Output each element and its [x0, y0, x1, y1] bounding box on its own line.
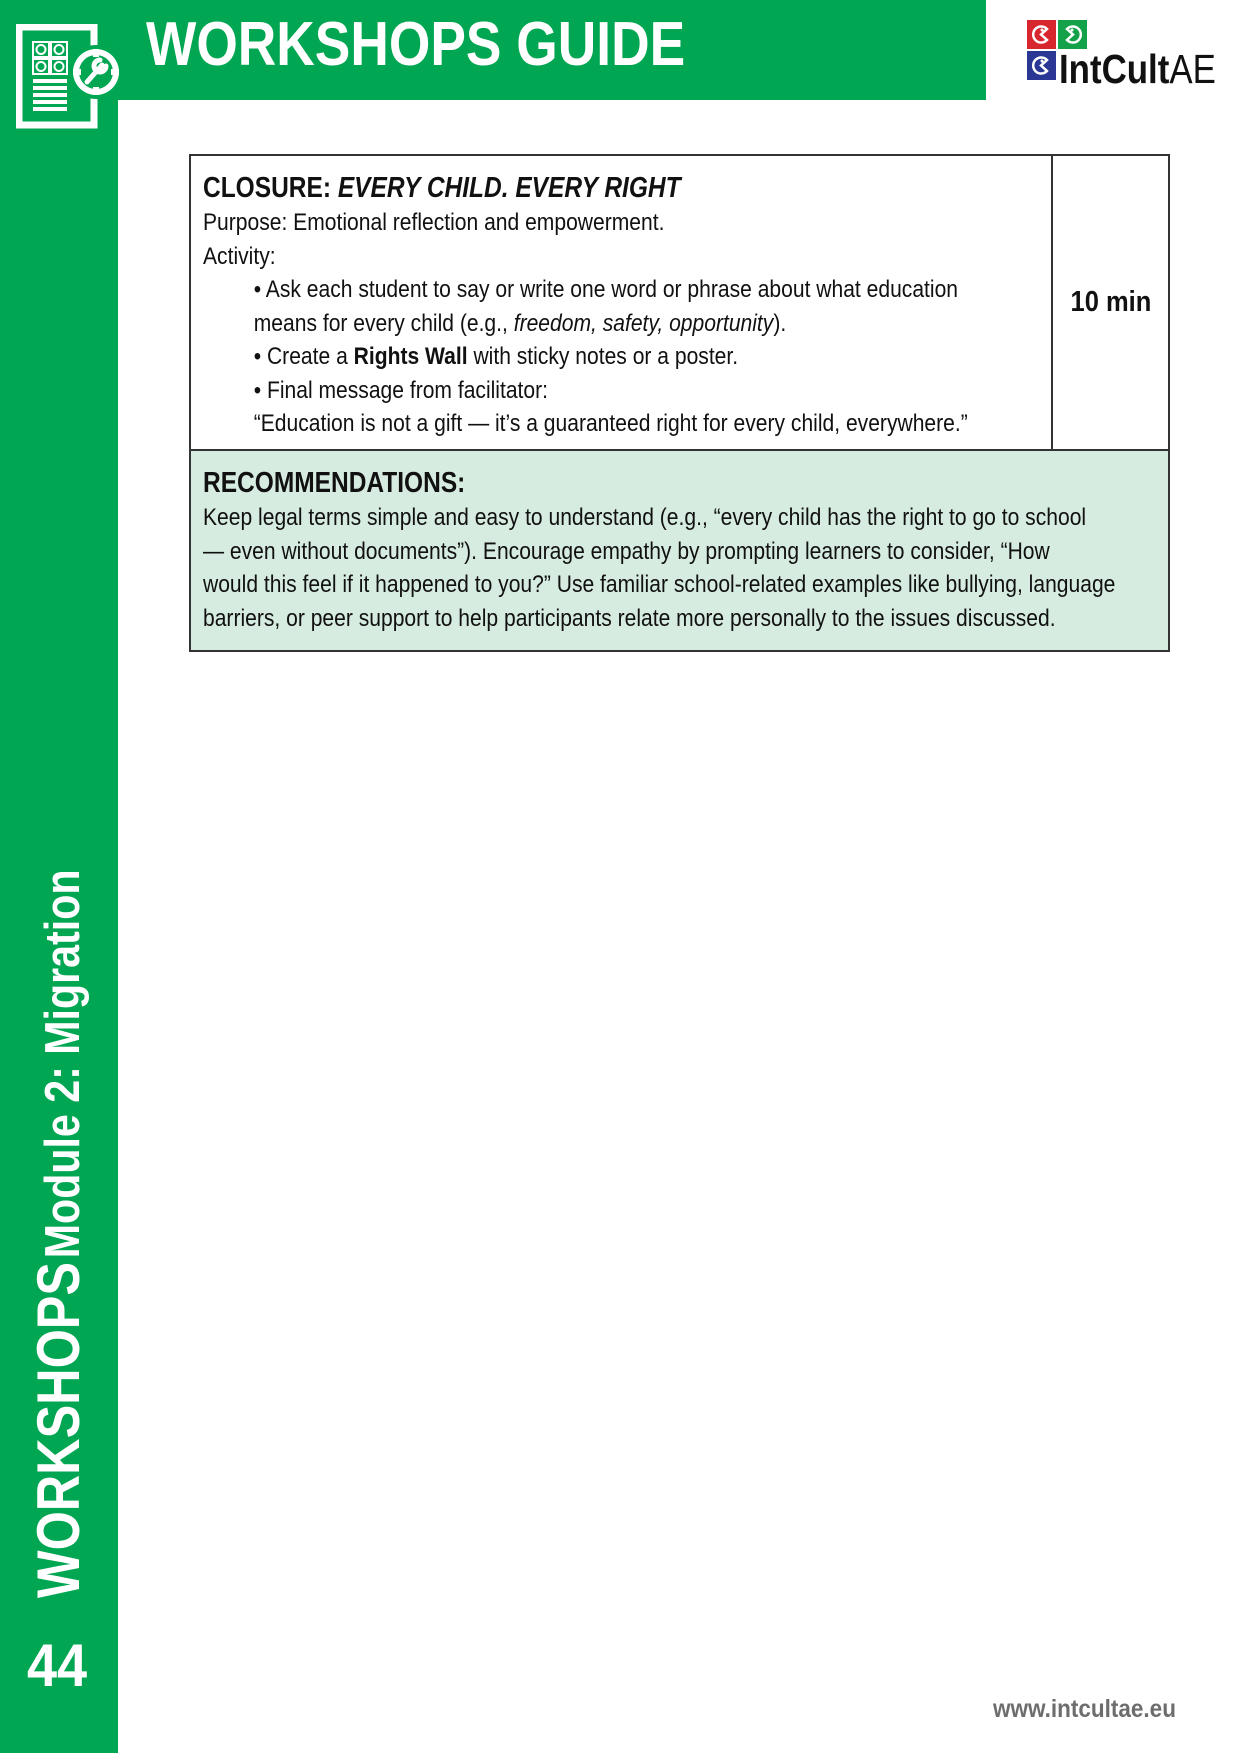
- activity-purpose: Purpose: Emotional reflection and empowerment.: [203, 209, 665, 236]
- recommendations-line: — even without documents”). Encourage empathy by prompting learners to consider, “How: [203, 537, 1050, 565]
- logo-text-bold: IntCult: [1059, 46, 1170, 92]
- recommendations-row: [191, 451, 1168, 650]
- bullet-2-post: with sticky notes or a poster.: [467, 343, 739, 370]
- activity-row: [191, 156, 1168, 451]
- bullet-1-text: means for every child (e.g.,: [253, 309, 514, 337]
- face-icon: [1027, 20, 1056, 49]
- activity-table: [189, 154, 1170, 652]
- activity-title-italic: EVERY CHILD. EVERY RIGHT: [337, 172, 681, 204]
- sidebar-title-module: Module 2: Migration: [36, 869, 90, 1259]
- page-number: 44: [27, 1632, 88, 1699]
- recommendations-line: barriers, or peer support to help participants relate more personally to the issues discussed.: [203, 604, 1056, 632]
- bullet-2-bold: Rights Wall: [353, 343, 468, 370]
- activity-title-prefix: CLOSURE:: [203, 172, 332, 204]
- recommendations-line: Keep legal terms simple and easy to understand (e.g., “every child has the right to go to school: [203, 504, 1087, 531]
- bullet-2-pre: • Create a: [253, 343, 354, 370]
- footer-website-link[interactable]: www.intcultae.eu: [993, 1695, 1176, 1723]
- sidebar-title-workshops: WORKSHOPS: [25, 1261, 92, 1598]
- logo-text: [1059, 46, 1216, 92]
- face-icon: [1058, 20, 1087, 49]
- activity-bullet-2: [203, 340, 1097, 374]
- activity-bullet-3: • Final message from facilitator:: [253, 376, 549, 404]
- bullet-1-examples: freedom, safety, opportunity: [513, 309, 774, 337]
- recommendations-title: RECOMMENDATIONS:: [203, 467, 466, 499]
- facilitator-quote: “Education is not a gift — it’s a guaranteed right for every child, everywhere.”: [253, 410, 968, 437]
- duration-label: 10 min: [1070, 286, 1151, 318]
- activity-description-cell: [191, 156, 1053, 449]
- face-icon: [1027, 51, 1056, 80]
- activity-bullet-1-line-1: • Ask each student to say or write one word or phrase about what education: [253, 276, 959, 303]
- page-title: WORKSHOPS GUIDE: [146, 10, 686, 79]
- document-gear-icon: [16, 24, 124, 134]
- sidebar-vertical-title: [25, 731, 104, 1598]
- activity-label: Activity:: [203, 242, 276, 270]
- bullet-1-end: ).: [773, 309, 787, 337]
- activity-title: [203, 170, 1046, 206]
- logo-text-light: AE: [1169, 46, 1216, 92]
- intcultae-logo: [1027, 20, 1216, 92]
- activity-bullet-1-line-2: [203, 307, 1097, 341]
- recommendations-line: would this feel if it happened to you?” Use familiar school-related examples like bullying, language: [203, 571, 1116, 598]
